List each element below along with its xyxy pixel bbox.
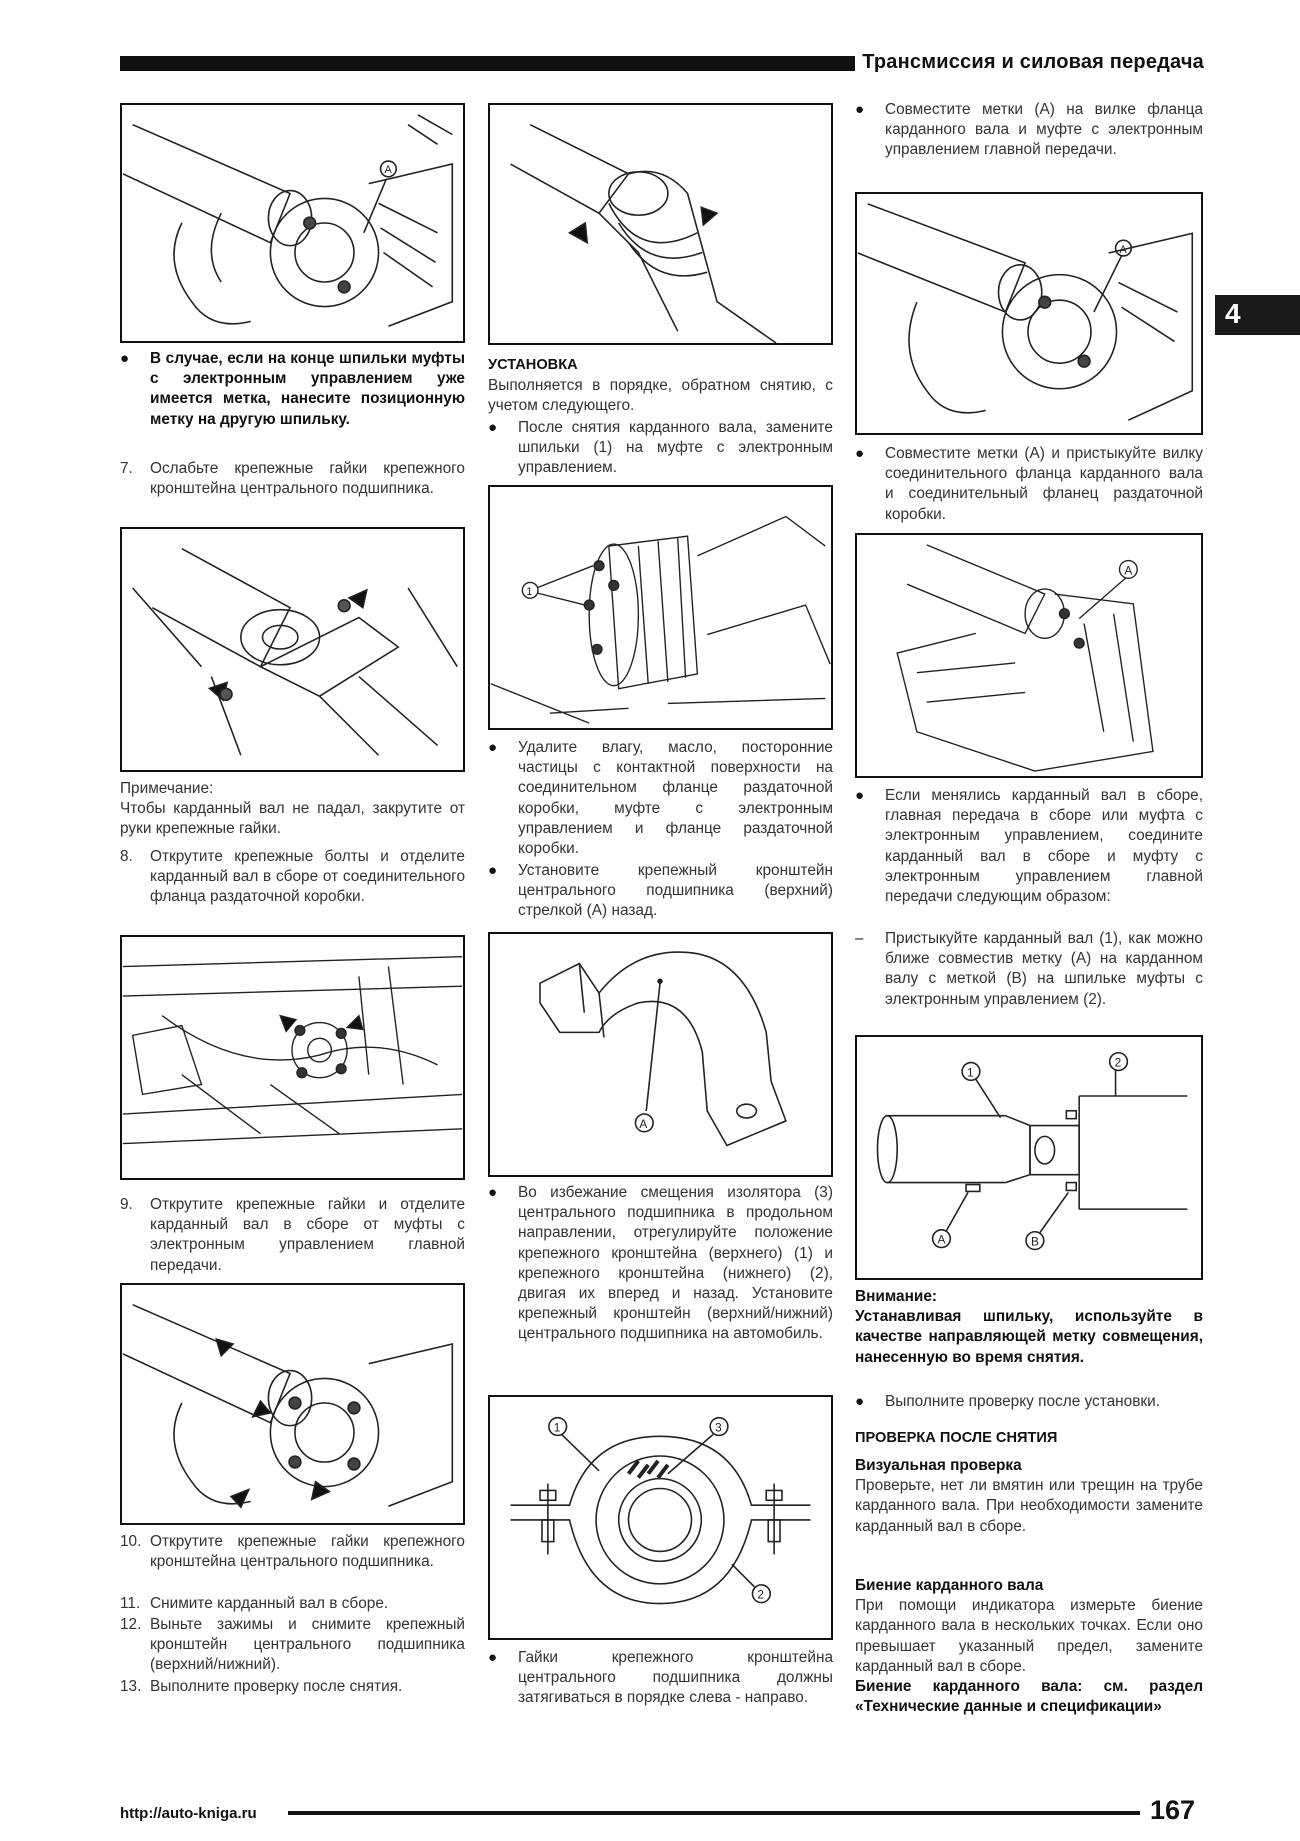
dash-connect-shaft: – Пристыкуйте карданный вал (1), как можно ближе совместив метку (А) на карданном валу с меткой (В) на шпильке муфты с электронным управлением (2). xyxy=(855,929,1203,1010)
bullet-icon: ● xyxy=(488,739,498,756)
label-1: 1 xyxy=(553,1420,561,1435)
bullet-mark-other-stud: ● В случае, если на конце шпильки муфты с электронным управлением уже имеется метка, нанесите позиционную метку на другую шпильку. xyxy=(120,349,465,430)
runout-heading: Биение карданного вала xyxy=(855,1577,1044,1594)
bullet-icon: ● xyxy=(488,862,498,879)
figure-shaft-clutch-mark xyxy=(120,103,465,343)
check-heading: ПРОВЕРКА ПОСЛЕ СНЯТИЯ xyxy=(855,1430,1058,1446)
step-10: 10. Открутите крепежные гайки крепежного кронштейна центрального подшипника. xyxy=(120,1533,465,1571)
label-2: 2 xyxy=(1114,1055,1122,1070)
bullet-clean-surfaces: ● Удалите влагу, масло, посторонние частицы с контактной поверхности на соединительном фланце раздаточной коробки, муфте с электронным управлением и фланце раздаточной коробки. xyxy=(488,738,833,859)
chapter-tab xyxy=(1215,295,1300,335)
footer-rule xyxy=(288,1811,1140,1815)
step-11: 11. Снимите карданный вал в сборе. xyxy=(120,1595,389,1612)
bullet-align-transfer-marks: ● Совместите метки (А) и пристыкуйте вилку соединительного фланца карданного вала и соединительный фланец раздаточной коробки. xyxy=(855,444,1203,525)
bullet-replaced-parts: ● Если менялись карданный вал в сборе, главная передача в сборе или муфта с электронным управлением, соедините карданный вал в сборе и муфту с электронным управлением главной передачи следующим образом: xyxy=(855,786,1203,907)
note-block xyxy=(120,779,465,840)
warning-text: Устанавливая шпильку, используйте в качестве направляющей метку совмещения, нанесенную во время снятия. xyxy=(855,1308,1203,1366)
runout-section xyxy=(855,1576,1203,1717)
label-a: A xyxy=(384,163,392,176)
bullet-adjust-insulator: ● Во избежание смещения изолятора (3) центрального подшипника в продольном направлении, отрегулируйте положение крепежного кронштейна (верхнего) (1) и крепежного кронштейна (нижнего) (2), двигая их вперед и назад. Установите крепежный кронштейн (верхний/нижний) центрального подшипника на автомобиль. xyxy=(488,1183,833,1345)
visual-text: Проверьте, нет ли вмятин или трещин на трубе карданного вала. При необходимости замените карданный вал в сборе. xyxy=(855,1477,1203,1535)
warning-block xyxy=(855,1287,1203,1368)
label-1: 1 xyxy=(526,586,533,599)
label-b: B xyxy=(1030,1234,1039,1249)
figure-bearing-cross-section xyxy=(488,1395,833,1640)
step-13: 13. Выполните проверку после снятия. xyxy=(120,1678,403,1695)
chapter-number: 4 xyxy=(1225,298,1241,329)
bullet-check-after-install: ● Выполните проверку после установки. xyxy=(855,1392,1203,1412)
figure-bracket-arrow xyxy=(488,932,833,1177)
label-a: A xyxy=(1124,563,1133,578)
figure-clutch-nuts xyxy=(120,1283,465,1525)
dash-icon: – xyxy=(855,930,864,947)
figure-transfer-align xyxy=(855,533,1203,778)
visual-section xyxy=(855,1456,1203,1537)
bullet-icon: ● xyxy=(855,1393,865,1410)
figure-center-bearing-nuts xyxy=(120,527,465,772)
step-12: 12. Выньте зажимы и снимите крепежный кронштейн центрального подшипника (верхний/нижний). xyxy=(120,1616,465,1674)
bullet-align-clutch-marks: ● Совместите метки (А) на вилке фланца карданного вала и муфте с электронным управлением главной передачи. xyxy=(855,100,1203,161)
section-title: Трансмиссия и силовая передача xyxy=(862,51,1204,73)
label-2: 2 xyxy=(757,1587,764,1602)
note-text: Чтобы карданный вал не падал, закрутите от руки крепежные гайки. xyxy=(120,800,465,838)
bullet-icon: ● xyxy=(488,419,498,436)
figure-clutch-align xyxy=(855,192,1203,435)
label-a: A xyxy=(639,1116,648,1131)
label-a: A xyxy=(1119,244,1127,257)
figure-transfer-flange-bolts xyxy=(120,935,465,1180)
visual-heading: Визуальная проверка xyxy=(855,1457,1022,1474)
bullet-tighten-order: ● Гайки крепежного кронштейна центрального подшипника должны затягиваться в порядке слева - направо. xyxy=(488,1648,833,1709)
figure-shaft-marks-diagram xyxy=(855,1035,1203,1280)
bullet-install-bracket: ● Установите крепежный кронштейн центрального подшипника (верхний) стрелкой (А) назад. xyxy=(488,861,833,922)
bullet-icon: ● xyxy=(855,101,865,118)
step-8: 8. Открутите крепежные болты и отделите карданный вал в сборе от соединительного фланца раздаточной коробки. xyxy=(120,848,465,906)
figure-clutch-studs xyxy=(488,485,833,730)
bullet-icon: ● xyxy=(488,1184,498,1201)
install-intro: Выполняется в порядке, обратном снятию, с учетом следующего. xyxy=(488,377,833,415)
runout-text: При помощи индикатора измерьте биение карданного вала в нескольких точках. Если оно превышает указанный предел, замените карданный вал в сборе. xyxy=(855,1597,1203,1675)
step-9: 9. Открутите крепежные гайки и отделите карданный вал в сборе от муфты с электронным управлением главной передачи. xyxy=(120,1196,465,1274)
install-heading: УСТАНОВКА xyxy=(488,357,578,373)
step-7: 7. Ослабьте крепежные гайки крепежного кронштейна центрального подшипника. xyxy=(120,460,465,498)
label-1: 1 xyxy=(967,1065,974,1080)
runout-reference: Биение карданного вала: см. раздел «Технические данные и спецификации» xyxy=(855,1678,1203,1716)
bullet-icon: ● xyxy=(855,787,865,804)
page-number: 167 xyxy=(1150,1795,1196,1825)
figure-bearing-clamps xyxy=(488,103,833,345)
note-label: Примечание: xyxy=(120,780,214,797)
warning-label: Внимание: xyxy=(855,1288,938,1305)
bullet-replace-studs: ● После снятия карданного вала, замените шпильки (1) на муфте с электронным управлением. xyxy=(488,418,833,479)
bullet-icon: ● xyxy=(855,445,865,462)
label-3: 3 xyxy=(715,1420,722,1435)
bullet-icon: ● xyxy=(488,1649,498,1666)
bullet-icon: ● xyxy=(120,350,130,367)
header-bar xyxy=(120,56,855,71)
footer-url[interactable]: http://auto-kniga.ru xyxy=(120,1805,257,1822)
label-a: A xyxy=(937,1232,946,1247)
